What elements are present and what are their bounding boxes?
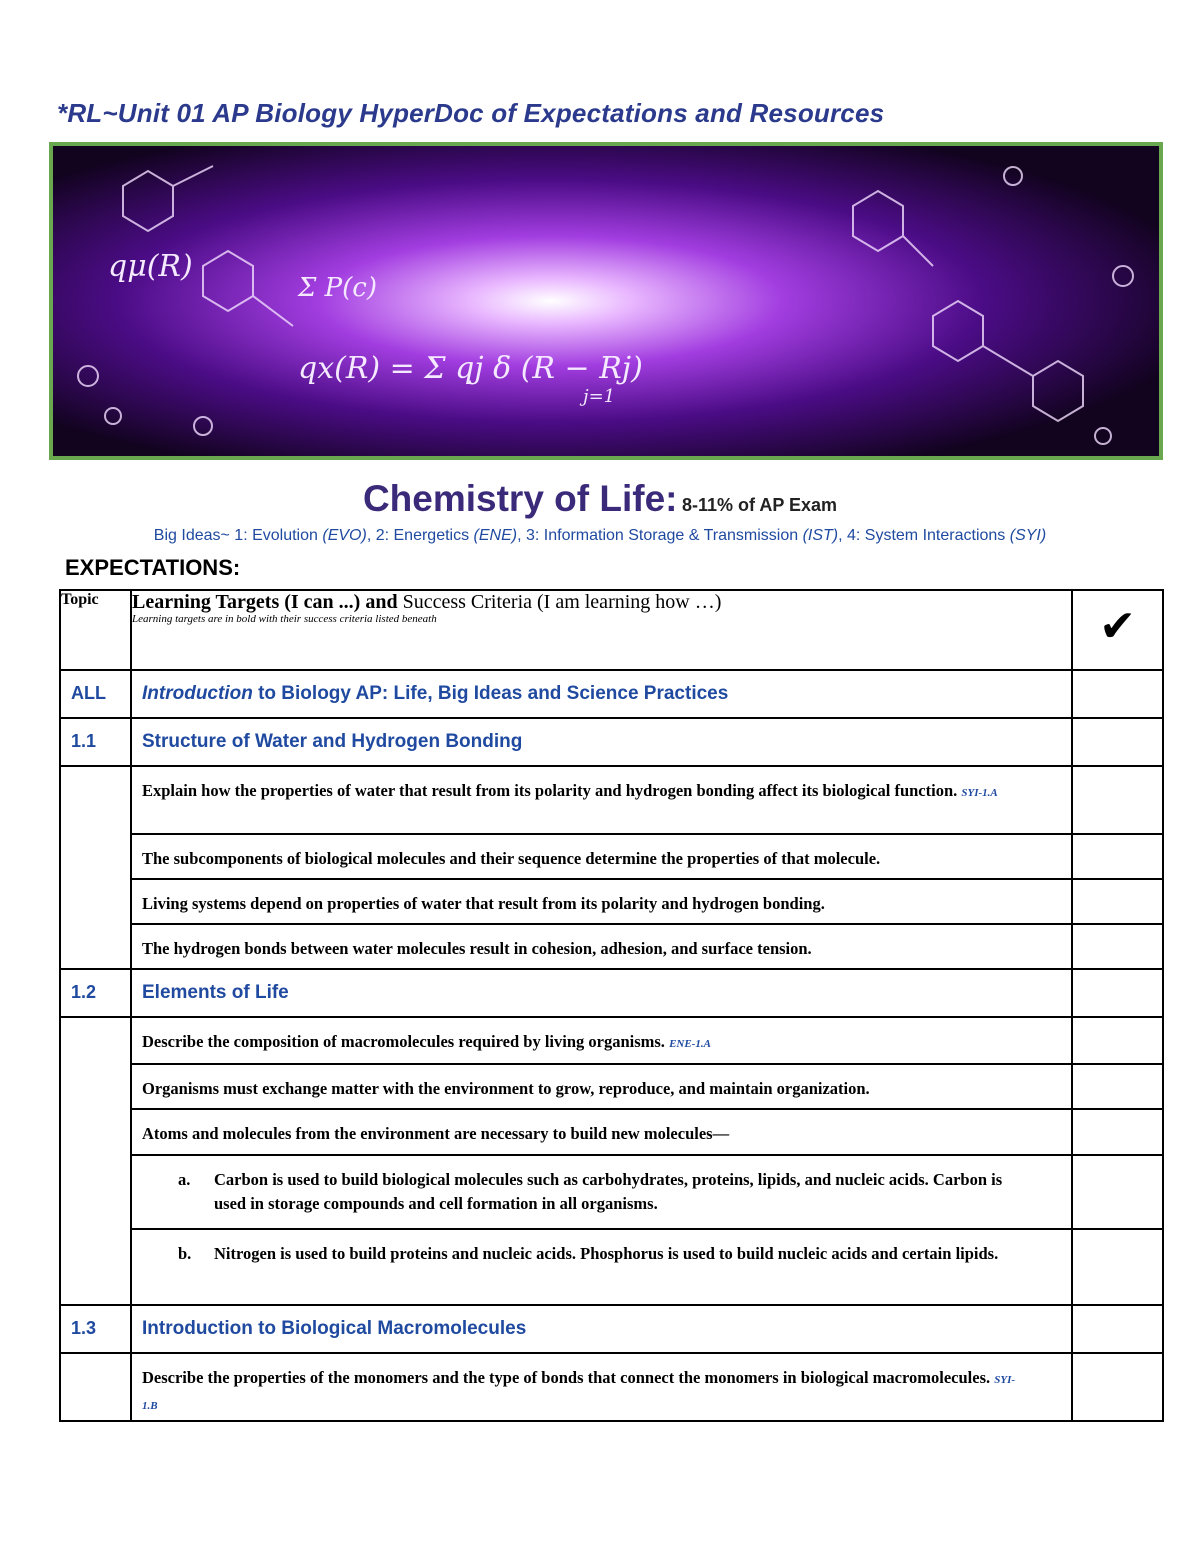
formula-pc: Σ P(c) xyxy=(298,273,377,303)
table-row xyxy=(60,1064,1163,1109)
check-cell[interactable] xyxy=(1072,834,1163,879)
standard-code: SYI-1.B xyxy=(142,1374,1016,1412)
formula-sum: qx(R) = Σ qj δ (R − Rj) xyxy=(298,351,643,386)
learning-target-text: Explain how the properties of water that result from its polarity and hydrogen bonding affect its biological function. xyxy=(142,781,958,800)
topic-name: Introduction to Biological Macromolecules xyxy=(131,1305,1072,1353)
section-title xyxy=(0,478,1200,520)
formula-q-mu: qμ(R) xyxy=(108,249,193,284)
check-cell[interactable] xyxy=(1072,969,1163,1017)
table-row-topic-1-1 xyxy=(60,718,1163,766)
topic-name: Structure of Water and Hydrogen Bonding xyxy=(131,718,1072,766)
check-cell[interactable] xyxy=(1072,670,1163,718)
expectations-heading: EXPECTATIONS: xyxy=(65,555,241,580)
success-criterion: The subcomponents of biological molecules and their sequence determine the properties of that molecule. xyxy=(131,834,1072,879)
sub-item-text: Carbon is used to build biological molecules such as carbohydrates, proteins, lipids, and nucleic acids. Carbon is used in storage compounds and cell formation in all organisms. xyxy=(214,1170,1003,1213)
section-title-exam-weight: 8-11% of AP Exam xyxy=(681,495,838,515)
success-criterion: Organisms must exchange matter with the environment to grow, reproduce, and maintain organization. xyxy=(131,1064,1072,1109)
check-cell[interactable] xyxy=(1072,879,1163,924)
big-ideas-line xyxy=(0,527,1200,545)
table-row xyxy=(60,1109,1163,1155)
big-ideas-ene: (ENE) xyxy=(473,527,518,544)
topic-spacer-cell xyxy=(60,1017,131,1305)
big-ideas-evo: (EVO) xyxy=(322,527,367,544)
chemistry-banner-graphic xyxy=(53,146,1159,456)
success-criterion-sub xyxy=(131,1229,1072,1305)
expectations-table xyxy=(59,589,1164,1422)
table-row xyxy=(60,1353,1163,1421)
big-ideas-text-2: , 2: Energetics xyxy=(366,527,474,544)
check-cell[interactable] xyxy=(1072,1229,1163,1305)
topic-name-italic: Introduction xyxy=(142,683,253,704)
success-criterion: The hydrogen bonds between water molecules result in cohesion, adhesion, and surface tension. xyxy=(131,924,1072,969)
topic-name xyxy=(131,670,1072,718)
learning-targets-header-bold: Learning Targets (I can ...) and xyxy=(132,591,398,613)
table-row xyxy=(60,879,1163,924)
topic-number: 1.1 xyxy=(60,718,131,766)
big-ideas-text-4: , 4: System Interactions xyxy=(838,527,1010,544)
section-title-main: Chemistry of Life: xyxy=(362,478,678,519)
check-cell[interactable] xyxy=(1072,924,1163,969)
success-criteria-header: Success Criteria (I am learning how …) xyxy=(397,591,722,613)
check-cell[interactable] xyxy=(1072,766,1163,834)
checkmark-icon: ✔ xyxy=(1072,590,1163,670)
standard-code: SYI-1.A xyxy=(961,787,998,799)
big-ideas-ist: (IST) xyxy=(802,527,839,544)
table-row xyxy=(60,1229,1163,1305)
topic-number: ALL xyxy=(60,670,131,718)
success-criterion-sub xyxy=(131,1155,1072,1229)
big-ideas-syi: (SYI) xyxy=(1009,527,1047,544)
topic-number: 1.2 xyxy=(60,969,131,1017)
topic-number: 1.3 xyxy=(60,1305,131,1353)
sub-item-letter: b. xyxy=(178,1244,192,1263)
big-ideas-text-1: Big Ideas~ 1: Evolution xyxy=(153,527,323,544)
table-row xyxy=(60,924,1163,969)
table-row-topic-1-3 xyxy=(60,1305,1163,1353)
topic-name: Elements of Life xyxy=(131,969,1072,1017)
check-cell[interactable] xyxy=(1072,1155,1163,1229)
topic-name-rest: to Biology AP: Life, Big Ideas and Science Practices xyxy=(252,683,729,704)
learning-target xyxy=(131,766,1072,834)
check-cell[interactable] xyxy=(1072,1017,1163,1064)
learning-target-text: Describe the composition of macromolecules required by living organisms. xyxy=(142,1032,665,1051)
formula-index: j=1 xyxy=(583,386,616,407)
standard-code: ENE-1.A xyxy=(669,1038,711,1050)
check-cell[interactable] xyxy=(1072,1305,1163,1353)
document-title: *RL~Unit 01 AP Biology HyperDoc of Expectations and Resources xyxy=(57,98,885,128)
learning-target xyxy=(131,1353,1072,1421)
table-row xyxy=(60,1017,1163,1064)
success-criterion: Atoms and molecules from the environment are necessary to build new molecules— xyxy=(131,1109,1072,1155)
check-cell[interactable] xyxy=(1072,1353,1163,1421)
big-ideas-text-3: , 3: Information Storage & Transmission xyxy=(517,527,803,544)
table-row xyxy=(60,834,1163,879)
learning-target-text: Describe the properties of the monomers and the type of bonds that connect the monomers in biological macromolecules. xyxy=(142,1368,991,1387)
check-cell[interactable] xyxy=(1072,1064,1163,1109)
banner-image xyxy=(49,142,1163,460)
table-row-topic-1-2 xyxy=(60,969,1163,1017)
learning-targets-header xyxy=(131,590,1072,670)
topic-column-header: Topic xyxy=(60,590,131,670)
table-row xyxy=(60,766,1163,834)
table-row-all xyxy=(60,670,1163,718)
topic-spacer-cell xyxy=(60,1353,131,1421)
success-criterion: Living systems depend on properties of water that result from its polarity and hydrogen bonding. xyxy=(131,879,1072,924)
table-header-row xyxy=(60,590,1163,670)
topic-spacer-cell xyxy=(60,766,131,969)
check-cell[interactable] xyxy=(1072,1109,1163,1155)
sub-item-text: Nitrogen is used to build proteins and nucleic acids. Phosphorus is used to build nucleic acids and certain lipids. xyxy=(214,1244,999,1263)
check-cell[interactable] xyxy=(1072,718,1163,766)
learning-target xyxy=(131,1017,1072,1064)
sub-item-letter: a. xyxy=(178,1170,191,1189)
table-row xyxy=(60,1155,1163,1229)
learning-targets-note: Learning targets are in bold with their success criteria listed beneath xyxy=(132,613,437,625)
